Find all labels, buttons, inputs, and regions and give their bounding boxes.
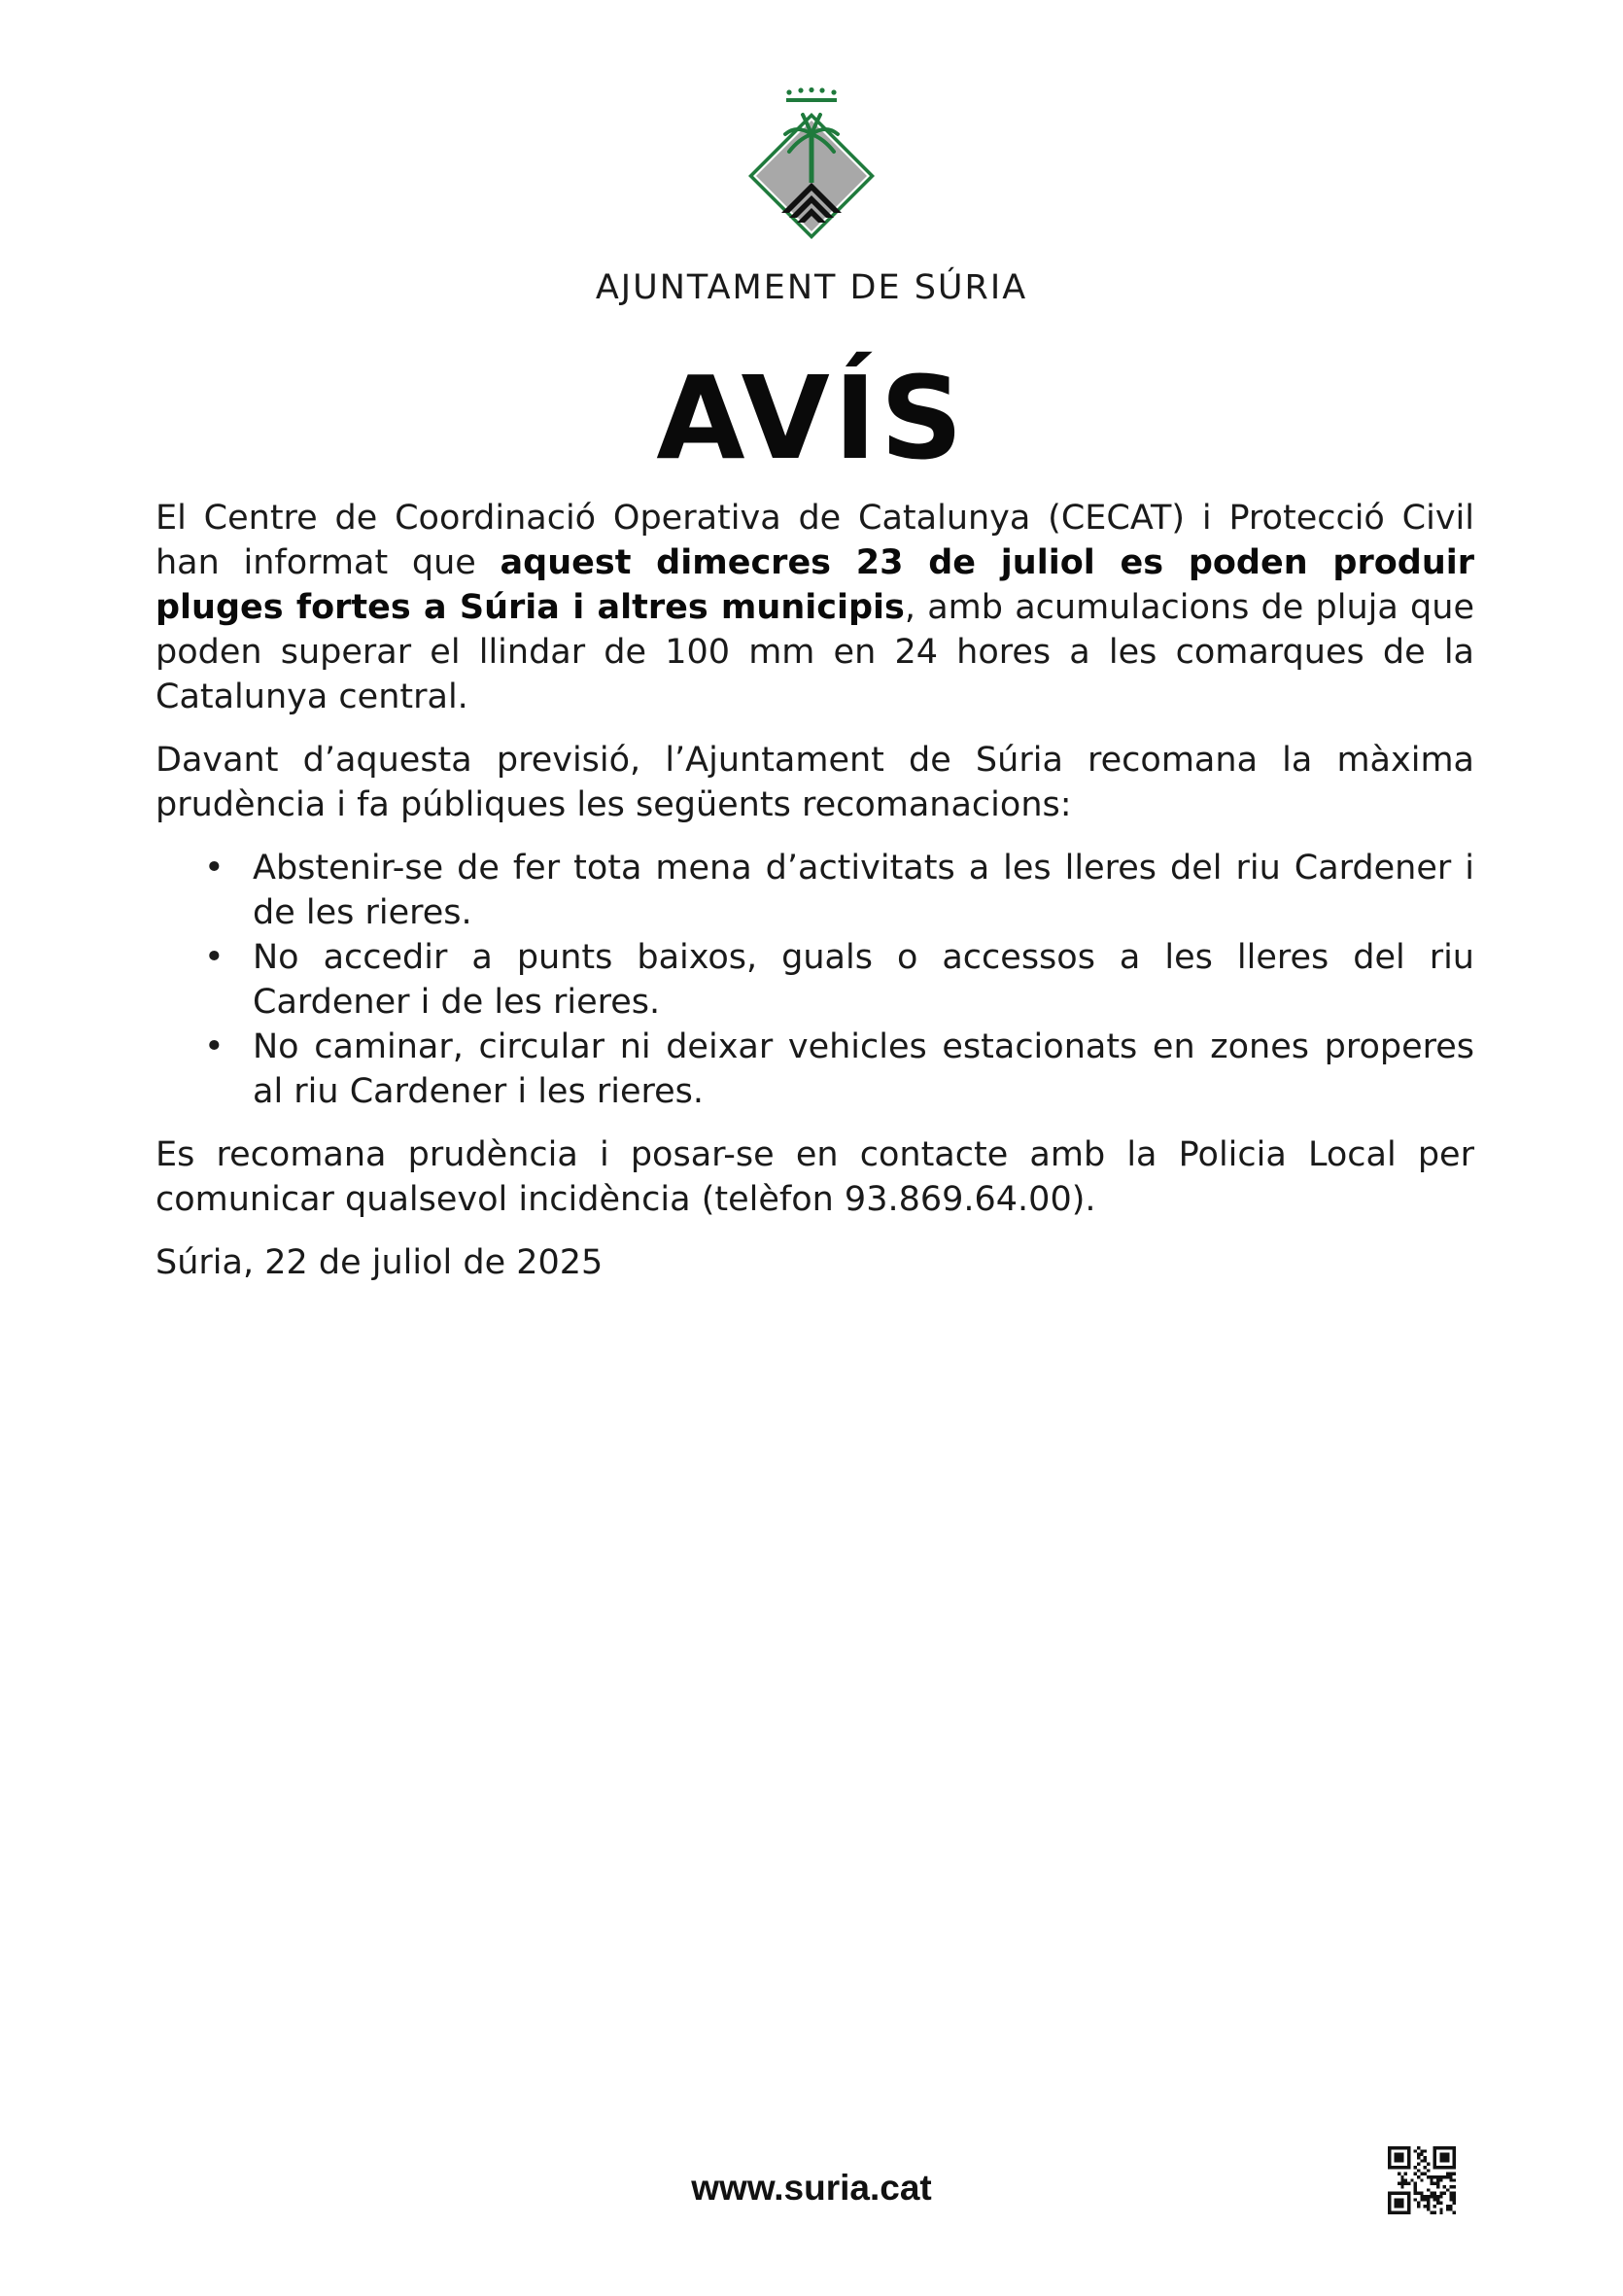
- recommendations-list: [155, 846, 1474, 1114]
- recommendation-text: Abstenir-se de fer tota mena d’activitats a les lleres del riu Cardener i de les rieres.: [253, 849, 1474, 932]
- qr-code-icon[interactable]: [1388, 2146, 1456, 2214]
- bullet-icon: •: [204, 938, 224, 977]
- bullet-icon: •: [204, 849, 224, 887]
- suria-coat-of-arms-icon: [739, 86, 884, 251]
- closing-paragraph: Es recomana prudència i posar-se en contacte amb la Policia Local per comunicar qualsevol incidència (telèfon 93.869.64.00).: [155, 1135, 1474, 1219]
- intro-text-start: El Centre de Coordinació Operativa de Catalunya (CECAT) i Protecció Civil han informat que: [155, 499, 1474, 582]
- date-line: Súria, 22 de juliol de 2025: [155, 1243, 604, 1282]
- recommendation-text: No caminar, circular ni deixar vehicles estacionats en zones properes al riu Cardener i les rieres.: [253, 1027, 1474, 1111]
- intro-text-end: , amb acumulacions de pluja que poden superar el llindar de 100 mm en 24 hores a les comarques de la Catalunya central.: [155, 588, 1474, 716]
- intro-text-bold: aquest dimecres 23 de juliol es poden produir pluges fortes a Súria i altres municipis: [155, 543, 1474, 627]
- lead-paragraph: Davant d’aquesta previsió, l’Ajuntament de Súria recomana la màxima prudència i fa públiques les següents recomanacions:: [155, 741, 1474, 824]
- recommendation-text: No accedir a punts baixos, guals o accessos a les lleres del riu Cardener i de les rieres.: [253, 938, 1474, 1022]
- organization-name: AJUNTAMENT DE SÚRIA: [595, 268, 1028, 307]
- page-header: [0, 86, 1623, 307]
- notice-title: AVÍS: [656, 351, 967, 485]
- list-item: [155, 846, 1474, 935]
- bullet-icon: •: [204, 1027, 224, 1066]
- list-item: [155, 935, 1474, 1025]
- website-link[interactable]: www.suria.cat: [691, 2168, 932, 2208]
- intro-paragraph: [155, 496, 1474, 719]
- notice-body: [155, 496, 1474, 1304]
- list-item: [155, 1025, 1474, 1114]
